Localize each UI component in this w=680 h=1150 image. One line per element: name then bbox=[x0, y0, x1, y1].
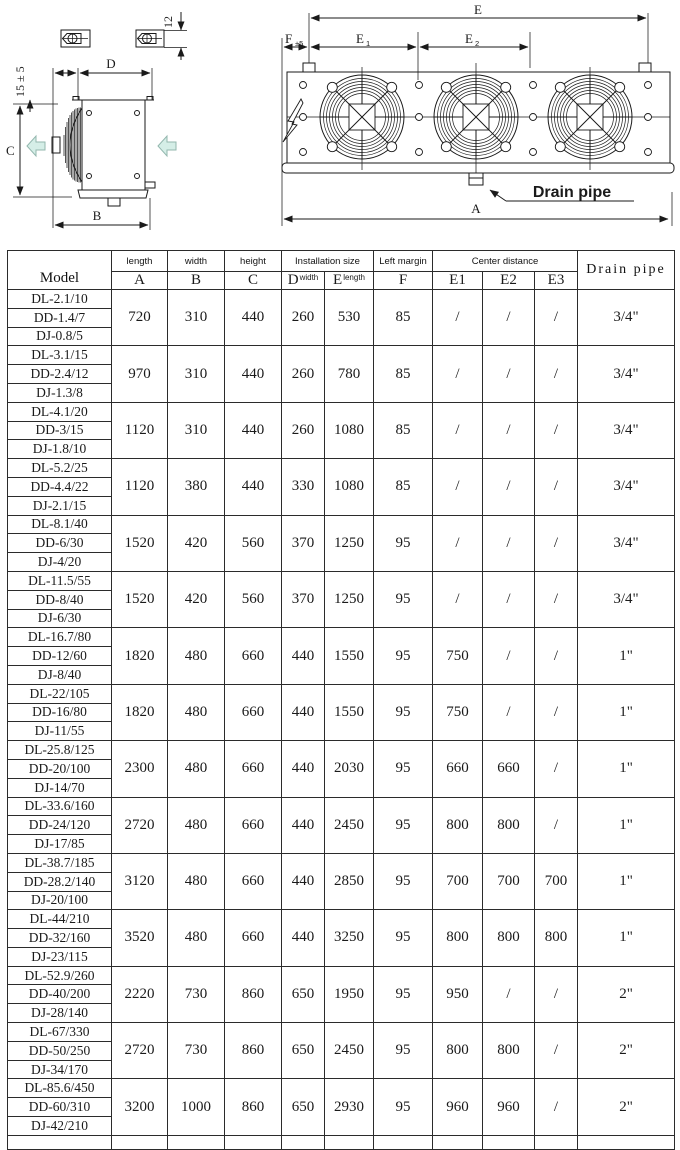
model-cell: DL-44/210 bbox=[8, 910, 112, 929]
value-cell: 660 bbox=[483, 741, 535, 797]
value-cell: 1" bbox=[578, 684, 675, 740]
value-cell: 800 bbox=[433, 910, 483, 966]
value-cell: / bbox=[535, 459, 578, 515]
header-e2: E2 bbox=[483, 272, 535, 290]
header-model: Model bbox=[8, 251, 112, 290]
value-cell: 1" bbox=[578, 797, 675, 853]
value-cell: 2720 bbox=[112, 1023, 168, 1079]
header-f: F bbox=[374, 272, 433, 290]
dim-label-b: B bbox=[92, 208, 102, 223]
header-e1: E1 bbox=[433, 272, 483, 290]
value-cell: / bbox=[483, 402, 535, 458]
value-cell: 2220 bbox=[112, 966, 168, 1022]
header-height: height bbox=[225, 251, 282, 272]
value-cell: 800 bbox=[483, 910, 535, 966]
value-cell: 530 bbox=[325, 290, 374, 346]
value-cell: 1" bbox=[578, 910, 675, 966]
header-a: A bbox=[112, 272, 168, 290]
value-cell: 420 bbox=[168, 515, 225, 571]
value-cell: / bbox=[483, 628, 535, 684]
value-cell: 440 bbox=[282, 684, 325, 740]
model-cell: DD-40/200 bbox=[8, 985, 112, 1004]
value-cell: 440 bbox=[225, 290, 282, 346]
value-cell: 85 bbox=[374, 290, 433, 346]
value-cell: / bbox=[535, 741, 578, 797]
model-cell: DD-6/30 bbox=[8, 534, 112, 553]
spec-table bbox=[7, 250, 675, 1150]
fan-icon bbox=[320, 75, 404, 159]
value-cell: 700 bbox=[483, 853, 535, 909]
value-cell: / bbox=[433, 515, 483, 571]
value-cell: 1" bbox=[578, 628, 675, 684]
mounting-bracket-icon bbox=[136, 30, 164, 47]
value-cell: 800 bbox=[483, 797, 535, 853]
value-cell: / bbox=[535, 515, 578, 571]
value-cell: 480 bbox=[168, 910, 225, 966]
value-cell: 1950 bbox=[325, 966, 374, 1022]
value-cell: / bbox=[483, 515, 535, 571]
value-cell: 960 bbox=[483, 1079, 535, 1135]
value-cell: 1550 bbox=[325, 628, 374, 684]
table-row bbox=[8, 966, 675, 985]
header-left-margin: Left margin bbox=[374, 251, 433, 272]
value-cell: 1820 bbox=[112, 684, 168, 740]
header-installation-size: Installation size bbox=[282, 251, 374, 272]
value-cell: 310 bbox=[168, 346, 225, 402]
value-cell: 650 bbox=[282, 966, 325, 1022]
value-cell: 480 bbox=[168, 628, 225, 684]
empty-cell bbox=[578, 1135, 675, 1149]
model-cell: DD-3/15 bbox=[8, 421, 112, 440]
model-cell: DJ-14/70 bbox=[8, 778, 112, 797]
value-cell: 1250 bbox=[325, 571, 374, 627]
value-cell: 560 bbox=[225, 571, 282, 627]
value-cell: 3/4" bbox=[578, 346, 675, 402]
value-cell: 440 bbox=[282, 910, 325, 966]
value-cell: / bbox=[433, 459, 483, 515]
model-cell: DJ-0.8/5 bbox=[8, 327, 112, 346]
value-cell: 440 bbox=[225, 346, 282, 402]
model-cell: DL-16.7/80 bbox=[8, 628, 112, 647]
value-cell: 700 bbox=[433, 853, 483, 909]
value-cell: / bbox=[483, 459, 535, 515]
model-cell: DL-22/105 bbox=[8, 684, 112, 703]
value-cell: 960 bbox=[433, 1079, 483, 1135]
value-cell: 800 bbox=[483, 1023, 535, 1079]
value-cell: 950 bbox=[433, 966, 483, 1022]
model-cell: DD-8/40 bbox=[8, 590, 112, 609]
value-cell: 660 bbox=[225, 853, 282, 909]
value-cell: 370 bbox=[282, 571, 325, 627]
model-cell: DL-11.5/55 bbox=[8, 571, 112, 590]
model-cell: DJ-42/210 bbox=[8, 1117, 112, 1136]
dim-label-15-5: 15 ± 5 bbox=[13, 66, 27, 97]
airflow-arrow-icon bbox=[27, 136, 45, 156]
model-cell: DD-24/120 bbox=[8, 816, 112, 835]
table-row bbox=[8, 797, 675, 816]
empty-cell bbox=[168, 1135, 225, 1149]
value-cell: 3250 bbox=[325, 910, 374, 966]
model-cell: DJ-17/85 bbox=[8, 835, 112, 854]
value-cell: 730 bbox=[168, 1023, 225, 1079]
header-drain-pipe: Drain pipe bbox=[578, 251, 675, 290]
value-cell: 95 bbox=[374, 571, 433, 627]
value-cell: 370 bbox=[282, 515, 325, 571]
model-cell: DJ-28/140 bbox=[8, 1004, 112, 1023]
dim-label-e2-sub: 2 bbox=[475, 39, 480, 48]
model-cell: DL-52.9/260 bbox=[8, 966, 112, 985]
value-cell: 1" bbox=[578, 741, 675, 797]
value-cell: 420 bbox=[168, 571, 225, 627]
value-cell: 260 bbox=[282, 402, 325, 458]
value-cell: 660 bbox=[433, 741, 483, 797]
model-cell: DL-8.1/40 bbox=[8, 515, 112, 534]
value-cell: 660 bbox=[225, 684, 282, 740]
empty-cell bbox=[225, 1135, 282, 1149]
value-cell: 85 bbox=[374, 459, 433, 515]
value-cell: 2" bbox=[578, 966, 675, 1022]
value-cell: 3/4" bbox=[578, 571, 675, 627]
model-cell: DL-38.7/185 bbox=[8, 853, 112, 872]
value-cell: 800 bbox=[433, 1023, 483, 1079]
coil-fins bbox=[64, 108, 82, 183]
table-row bbox=[8, 290, 675, 309]
table-row bbox=[8, 459, 675, 478]
table-row bbox=[8, 628, 675, 647]
value-cell: 1520 bbox=[112, 515, 168, 571]
model-cell: DD-50/250 bbox=[8, 1041, 112, 1060]
dim-label-e: E bbox=[474, 2, 482, 17]
empty-cell bbox=[8, 1135, 112, 1149]
dim-label-c: C bbox=[6, 143, 15, 158]
value-cell: 480 bbox=[168, 853, 225, 909]
value-cell: 1080 bbox=[325, 402, 374, 458]
model-cell: DD-16/80 bbox=[8, 703, 112, 722]
drain-pipe-square bbox=[469, 173, 483, 185]
model-cell: DL-5.2/25 bbox=[8, 459, 112, 478]
lightning-icon bbox=[283, 99, 303, 142]
model-cell: DL-25.8/125 bbox=[8, 741, 112, 760]
drip-tray-side bbox=[78, 190, 148, 198]
dim-label-e2: E bbox=[465, 31, 473, 46]
value-cell: 3/4" bbox=[578, 290, 675, 346]
empty-cell bbox=[282, 1135, 325, 1149]
value-cell: 95 bbox=[374, 797, 433, 853]
model-cell: DL-2.1/10 bbox=[8, 290, 112, 309]
value-cell: 1520 bbox=[112, 571, 168, 627]
dim-label-a: A bbox=[471, 201, 481, 216]
value-cell: / bbox=[535, 797, 578, 853]
value-cell: 560 bbox=[225, 515, 282, 571]
table-row bbox=[8, 1079, 675, 1098]
model-cell: DL-85.6/450 bbox=[8, 1079, 112, 1098]
value-cell: 1080 bbox=[325, 459, 374, 515]
dim-label-e1: E bbox=[356, 31, 364, 46]
value-cell: 1000 bbox=[168, 1079, 225, 1135]
value-cell: 720 bbox=[112, 290, 168, 346]
value-cell: 660 bbox=[225, 910, 282, 966]
mounting-bracket-icon bbox=[61, 30, 90, 47]
value-cell: 440 bbox=[282, 853, 325, 909]
empty-cell bbox=[483, 1135, 535, 1149]
value-cell: 440 bbox=[225, 402, 282, 458]
table-row bbox=[8, 346, 675, 365]
header-e3: E3 bbox=[535, 272, 578, 290]
value-cell: 2" bbox=[578, 1023, 675, 1079]
dim-label-f-sub: ±5 bbox=[295, 39, 304, 48]
value-cell: 800 bbox=[433, 797, 483, 853]
model-cell: DD-1.4/7 bbox=[8, 308, 112, 327]
value-cell: 440 bbox=[282, 741, 325, 797]
value-cell: 330 bbox=[282, 459, 325, 515]
model-cell: DJ-20/100 bbox=[8, 891, 112, 910]
header-e: $E^{length}$ bbox=[325, 272, 374, 290]
airflow-arrow-icon bbox=[158, 136, 176, 156]
model-cell: DJ-1.8/10 bbox=[8, 440, 112, 459]
model-cell: DL-67/330 bbox=[8, 1023, 112, 1042]
value-cell: / bbox=[535, 684, 578, 740]
value-cell: 310 bbox=[168, 290, 225, 346]
value-cell: / bbox=[535, 571, 578, 627]
value-cell: / bbox=[433, 571, 483, 627]
value-cell: 2300 bbox=[112, 741, 168, 797]
value-cell: 440 bbox=[282, 797, 325, 853]
value-cell: 95 bbox=[374, 684, 433, 740]
table-row bbox=[8, 910, 675, 929]
value-cell: 660 bbox=[225, 628, 282, 684]
technical-drawing bbox=[0, 0, 680, 250]
model-cell: DJ-6/30 bbox=[8, 609, 112, 628]
value-cell: / bbox=[535, 1023, 578, 1079]
model-cell: DD-4.4/22 bbox=[8, 477, 112, 496]
header-c: C bbox=[225, 272, 282, 290]
dim-label-d: D bbox=[106, 56, 116, 71]
value-cell: / bbox=[433, 346, 483, 402]
value-cell: / bbox=[535, 402, 578, 458]
value-cell: 3520 bbox=[112, 910, 168, 966]
empty-cell bbox=[112, 1135, 168, 1149]
empty-cell bbox=[374, 1135, 433, 1149]
value-cell: 970 bbox=[112, 346, 168, 402]
empty-cell bbox=[433, 1135, 483, 1149]
value-cell: 2850 bbox=[325, 853, 374, 909]
value-cell: 780 bbox=[325, 346, 374, 402]
model-cell: DD-60/310 bbox=[8, 1098, 112, 1117]
value-cell: 440 bbox=[282, 628, 325, 684]
model-cell: DD-12/60 bbox=[8, 647, 112, 666]
value-cell: 380 bbox=[168, 459, 225, 515]
model-cell: DJ-23/115 bbox=[8, 947, 112, 966]
value-cell: 85 bbox=[374, 346, 433, 402]
value-cell: / bbox=[535, 628, 578, 684]
model-cell: DJ-34/170 bbox=[8, 1060, 112, 1079]
header-d: $D^{width}$ bbox=[282, 272, 325, 290]
value-cell: / bbox=[535, 346, 578, 402]
value-cell: 260 bbox=[282, 346, 325, 402]
table-row bbox=[8, 853, 675, 872]
drain-pipe-label: Drain pipe bbox=[532, 184, 612, 201]
value-cell: 660 bbox=[225, 741, 282, 797]
value-cell: 2720 bbox=[112, 797, 168, 853]
value-cell: / bbox=[535, 966, 578, 1022]
value-cell: 95 bbox=[374, 853, 433, 909]
model-cell: DL-33.6/160 bbox=[8, 797, 112, 816]
value-cell: 2450 bbox=[325, 797, 374, 853]
header-center-distance: Center distance bbox=[433, 251, 578, 272]
value-cell: 1" bbox=[578, 853, 675, 909]
value-cell: 3/4" bbox=[578, 402, 675, 458]
value-cell: 95 bbox=[374, 628, 433, 684]
value-cell: 2" bbox=[578, 1079, 675, 1135]
value-cell: 1820 bbox=[112, 628, 168, 684]
model-cell: DD-2.4/12 bbox=[8, 365, 112, 384]
value-cell: 750 bbox=[433, 628, 483, 684]
value-cell: 260 bbox=[282, 290, 325, 346]
model-cell: DJ-1.3/8 bbox=[8, 383, 112, 402]
fan-icon bbox=[434, 75, 518, 159]
value-cell: / bbox=[483, 346, 535, 402]
value-cell: / bbox=[535, 1079, 578, 1135]
table-row bbox=[8, 741, 675, 760]
value-cell: / bbox=[483, 684, 535, 740]
value-cell: 860 bbox=[225, 966, 282, 1022]
value-cell: 95 bbox=[374, 910, 433, 966]
value-cell: 85 bbox=[374, 402, 433, 458]
dim-label-12: 12 bbox=[161, 16, 175, 28]
value-cell: / bbox=[433, 290, 483, 346]
empty-cell bbox=[325, 1135, 374, 1149]
value-cell: 2450 bbox=[325, 1023, 374, 1079]
value-cell: / bbox=[483, 290, 535, 346]
value-cell: 480 bbox=[168, 797, 225, 853]
value-cell: 480 bbox=[168, 741, 225, 797]
value-cell: 95 bbox=[374, 741, 433, 797]
value-cell: 1120 bbox=[112, 459, 168, 515]
value-cell: 3/4" bbox=[578, 515, 675, 571]
value-cell: 310 bbox=[168, 402, 225, 458]
value-cell: 1550 bbox=[325, 684, 374, 740]
value-cell: 95 bbox=[374, 515, 433, 571]
header-b: B bbox=[168, 272, 225, 290]
value-cell: / bbox=[535, 290, 578, 346]
value-cell: 660 bbox=[225, 797, 282, 853]
value-cell: 650 bbox=[282, 1023, 325, 1079]
model-cell: DD-28.2/140 bbox=[8, 872, 112, 891]
table-row bbox=[8, 1023, 675, 1042]
dim-label-f: F bbox=[285, 31, 293, 46]
model-cell: DJ-4/20 bbox=[8, 553, 112, 572]
fan-icon bbox=[548, 75, 632, 159]
value-cell: / bbox=[483, 571, 535, 627]
value-cell: 860 bbox=[225, 1023, 282, 1079]
side-view-diagram bbox=[6, 12, 187, 230]
empty-cell bbox=[535, 1135, 578, 1149]
value-cell: 95 bbox=[374, 966, 433, 1022]
model-cell: DD-20/100 bbox=[8, 759, 112, 778]
value-cell: 650 bbox=[282, 1079, 325, 1135]
value-cell: 1250 bbox=[325, 515, 374, 571]
model-cell: DJ-2.1/15 bbox=[8, 496, 112, 515]
dim-label-e1-sub: 1 bbox=[366, 39, 371, 48]
value-cell: 95 bbox=[374, 1023, 433, 1079]
value-cell: 440 bbox=[225, 459, 282, 515]
value-cell: 1120 bbox=[112, 402, 168, 458]
table-row bbox=[8, 684, 675, 703]
value-cell: 800 bbox=[535, 910, 578, 966]
header-length: length bbox=[112, 251, 168, 272]
value-cell: 3200 bbox=[112, 1079, 168, 1135]
model-cell: DJ-8/40 bbox=[8, 665, 112, 684]
value-cell: 480 bbox=[168, 684, 225, 740]
value-cell: 860 bbox=[225, 1079, 282, 1135]
value-cell: 95 bbox=[374, 1079, 433, 1135]
table-row bbox=[8, 1135, 675, 1149]
spec-table-header bbox=[8, 251, 675, 290]
spec-table-body bbox=[8, 290, 675, 1150]
value-cell: / bbox=[433, 402, 483, 458]
value-cell: 2030 bbox=[325, 741, 374, 797]
value-cell: 750 bbox=[433, 684, 483, 740]
value-cell: 2930 bbox=[325, 1079, 374, 1135]
table-row bbox=[8, 402, 675, 421]
value-cell: / bbox=[483, 966, 535, 1022]
table-row bbox=[8, 515, 675, 534]
value-cell: 730 bbox=[168, 966, 225, 1022]
table-row bbox=[8, 571, 675, 590]
value-cell: 3/4" bbox=[578, 459, 675, 515]
model-cell: DJ-11/55 bbox=[8, 722, 112, 741]
model-cell: DL-4.1/20 bbox=[8, 402, 112, 421]
header-width: width bbox=[168, 251, 225, 272]
value-cell: 3120 bbox=[112, 853, 168, 909]
value-cell: 700 bbox=[535, 853, 578, 909]
model-cell: DL-3.1/15 bbox=[8, 346, 112, 365]
model-cell: DD-32/160 bbox=[8, 929, 112, 948]
front-view-diagram bbox=[282, 2, 674, 226]
drain-stub-side bbox=[108, 198, 120, 206]
